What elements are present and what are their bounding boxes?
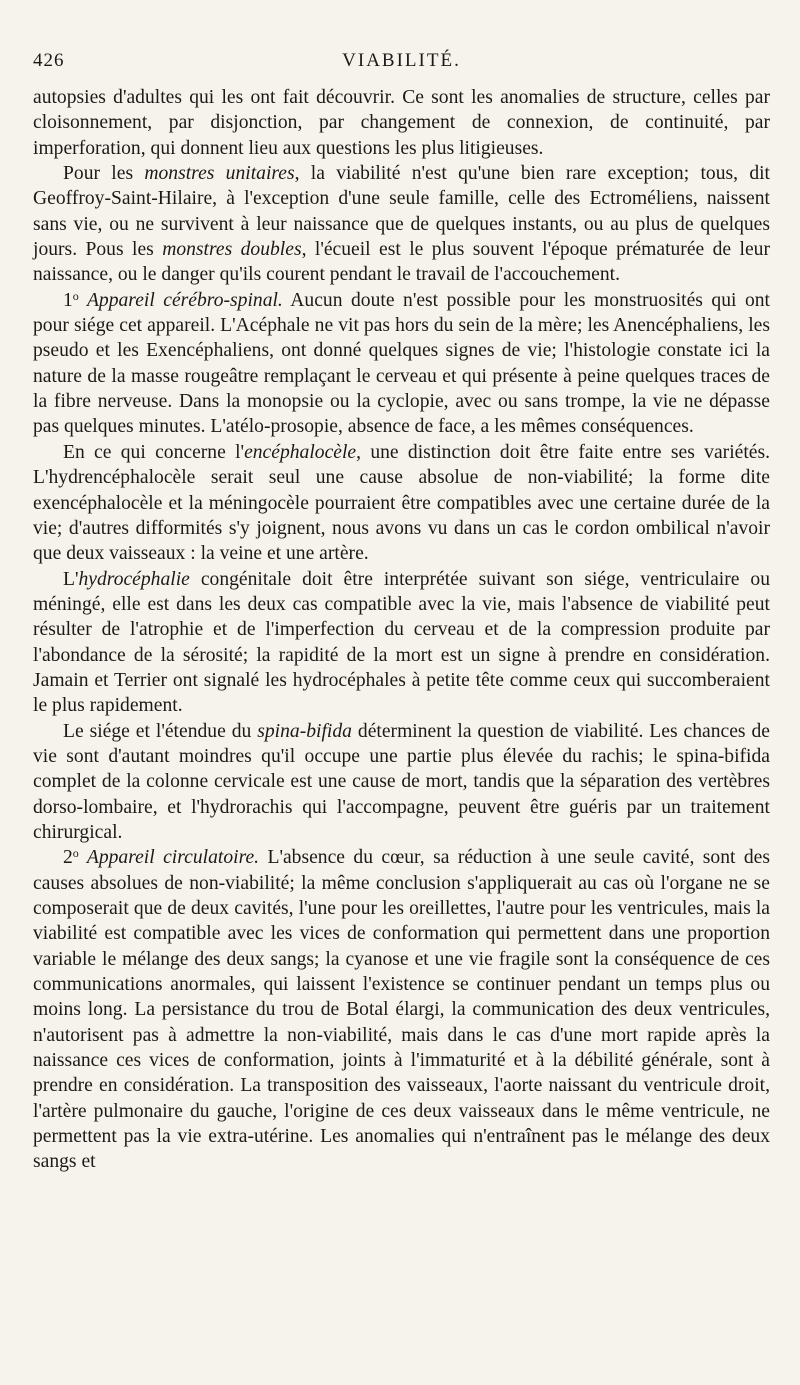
paragraph-text: , l'écueil est le plus souvent l'époque prématurée de leur naissance, ou le danger qu'ils courent pendant le travail de l'accouchement. <box>33 239 770 286</box>
paragraph-text: Pour les <box>63 163 145 185</box>
paragraph-text: L'absence du cœur, sa réduction à une seule cavité, sont des causes absolues de non-viabilité; la même conclusion s'appliquerait au cas où l'organe ne se composerait que de deux cavités, l'une pour les oreillettes, l'autre pour les ventricules, mais la viabilité est compatible avec les vices de conformation qui permettent dans une proportion variable le mélange des deux sangs; la cyanose et une vie fragile sont la conséquence de ces communications anormales, qui laissent l'existence se continuer pendant un temps plus ou moins long. La persistance du trou de Botal élargi, la communication des deux ventricules, n'autorisent pas à admettre la non-viabilité, mais dans le cas d'une mort rapide après la naissance ces vices de conformation, joints à l'immaturité et à la débilité générale, sont à prendre en considération. La transposition des vaisseaux, l'aorte naissant du ventricule droit, l'artère pulmonaire du gauche, l'origine de ces deux vaisseaux dans le même ventricule, ne permettent pas la vie extra-utérine. Les anomalies qui n'entraînent pas le mélange des deux sangs et <box>33 847 770 1173</box>
section-number: 2 <box>63 847 73 869</box>
paragraph-hydrocephalie <box>33 567 770 719</box>
italic-term: monstres unitaires <box>144 163 295 185</box>
paragraph-continuation <box>33 85 770 161</box>
paragraph-cerebro-spinal <box>33 288 770 440</box>
italic-term: hydrocéphalie <box>78 568 190 590</box>
running-head <box>33 50 770 80</box>
running-title: VIABILITÉ. <box>342 50 461 71</box>
paragraph-text: Le siége et l'étendue du <box>63 720 258 742</box>
section-number: 1 <box>63 289 73 311</box>
paragraph-text: Aucun doute n'est possible pour les monstruosités qui ont pour siége cet appareil. L'Acéphale ne vit pas hors du sein de la mère; les Anencéphaliens, les pseudo et les Exencéphaliens, ont donné quelques signes de vie; l'histologie constate ici la nature de la masse rougeâtre remplaçant le cerveau et qui présente à peine quelques traces de la fibre nerveuse. Dans la monopsie ou la cyclopie, avec ou sans trompe, la vie ne dépasse pas quelques minutes. L'atélo-prosopie, absence de face, a les mêmes conséquences. <box>33 289 770 438</box>
text-body <box>33 85 770 1175</box>
paragraph-text: congénitale doit être interprétée suivant son siége, ventriculaire ou méningé, elle est dans les deux cas compatible avec la vie, mais l'absence de viabilité peut résulter de l'atrophie et de l'imperfection du cerveau et de la compression produite par l'abondance de la sérosité; la rapidité de la mort est un signe à prendre en considération. Jamain et Terrier ont signalé les hydrocéphales à petite tête comme ceux qui succomberaient le plus rapidement. <box>33 568 770 717</box>
italic-term: monstres doubles <box>162 239 302 261</box>
paragraph-circulatoire <box>33 845 770 1174</box>
page-number: 426 <box>33 50 65 71</box>
paragraph-text: L' <box>63 568 79 590</box>
paragraph-text: autopsies d'adultes qui les ont fait découvrir. Ce sont les anomalies de structure, celles par cloisonnement, par disjonction, par changement de connexion, de continuité, par imperforation, qui donnent lieu aux questions les plus litigieuses. <box>33 87 770 159</box>
paragraph-text: déterminent la question de viabilité. Les chances de vie sont d'autant moindres qu'il occupe une partie plus élevée du rachis; le spina-bifida complet de la colonne cervicale est une cause de mort, tandis que la séparation des vertèbres dorso-lombaire, et l'hydrorachis qui l'accompagne, peuvent être guéris par un traitement chirurgical. <box>33 720 770 843</box>
paragraph-monstres <box>33 161 770 288</box>
ordinal-superscript: o <box>72 288 79 303</box>
paragraph-text: , la viabilité n'est qu'une bien rare exception; tous, dit Geoffroy-Saint-Hilaire, à l'exception d'une seule famille, celle des Ectroméliens, naissent sans vie, ou ne survivent à leur naissance que de quelques instants, ou au plus de quelques jours. Pous les <box>33 163 770 261</box>
paragraph-encephalocele <box>33 440 770 567</box>
section-heading: Appareil circulatoire. <box>78 847 260 869</box>
italic-term: encéphalocèle <box>244 441 357 463</box>
paragraph-text: En ce qui concerne l' <box>63 441 245 463</box>
ordinal-superscript: o <box>72 846 79 861</box>
paragraph-text: , une distinction doit être faite entre ses variétés. L'hydrencéphalocèle serait seul une cause absolue de non-viabilité; la forme dite exencéphalocèle et la méningocèle pourraient être compatibles avec une certaine durée de la vie; d'autres difformités s'y joignent, nous avons vu dans un cas le cordon ombilical n'avoir que deux vaisseaux : la veine et une artère. <box>33 441 770 565</box>
paragraph-spina-bifida <box>33 719 770 846</box>
section-heading: Appareil cérébro-spinal. <box>78 289 283 311</box>
italic-term: spina-bifida <box>257 720 352 742</box>
